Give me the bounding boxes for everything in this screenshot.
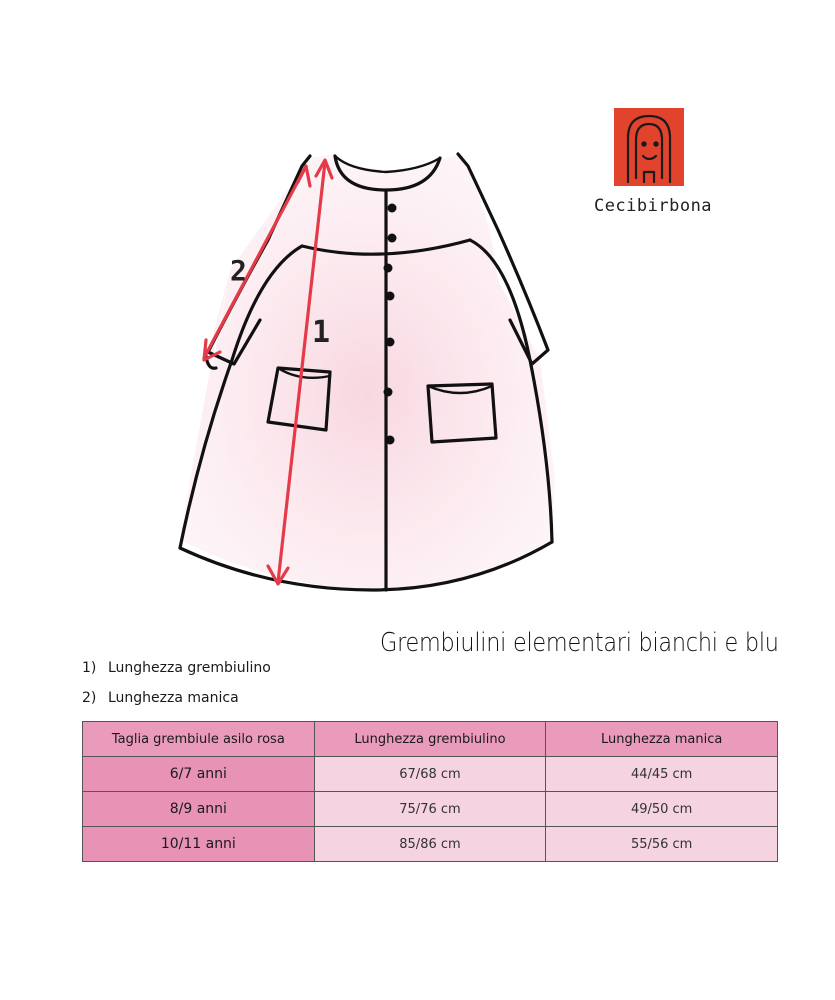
column-header-size: Taglia grembiule asilo rosa — [83, 722, 315, 757]
table-row — [83, 827, 778, 862]
legend-item-sleeve — [82, 683, 271, 713]
smock-illustration — [150, 120, 590, 610]
marker-1: 1 — [312, 315, 331, 350]
length-cell: 75/76 cm — [314, 792, 546, 827]
legend-label: Lunghezza manica — [108, 690, 239, 706]
legend-item-length — [82, 653, 271, 683]
legend-number: 2) — [82, 690, 97, 706]
legend-label: Lunghezza grembiulino — [108, 660, 271, 676]
size-table — [82, 721, 778, 862]
sleeve-cell: 55/56 cm — [546, 827, 778, 862]
size-cell: 10/11 anni — [83, 827, 315, 862]
measurement-legend — [82, 653, 271, 713]
sleeve-cell: 44/45 cm — [546, 757, 778, 792]
length-cell: 85/86 cm — [314, 827, 546, 862]
smock-body — [180, 154, 555, 590]
size-cell: 6/7 anni — [83, 757, 315, 792]
brand-name: Cecibirbona — [593, 196, 713, 216]
size-cell: 8/9 anni — [83, 792, 315, 827]
column-header-sleeve: Lunghezza manica — [546, 722, 778, 757]
sleeve-cell: 49/50 cm — [546, 792, 778, 827]
table-header-row — [83, 722, 778, 757]
marker-2: 2 — [230, 254, 247, 287]
column-header-length: Lunghezza grembiulino — [314, 722, 546, 757]
table-row — [83, 757, 778, 792]
length-cell: 67/68 cm — [314, 757, 546, 792]
page-title: Grembiulini elementari bianchi e blu — [380, 628, 779, 658]
legend-number: 1) — [82, 660, 97, 676]
table-row — [83, 792, 778, 827]
brand-logo-icon — [614, 108, 684, 186]
